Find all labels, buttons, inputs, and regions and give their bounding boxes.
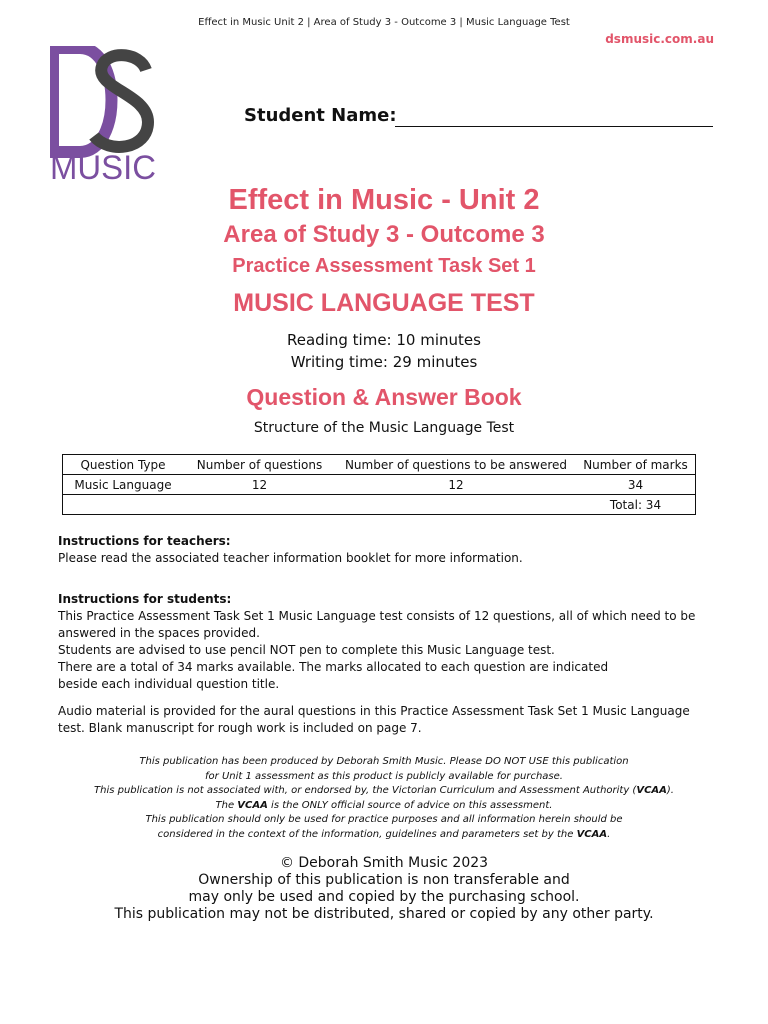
students-instructions [58, 608, 708, 693]
course-title: Effect in Music - Unit 2 [228, 184, 540, 216]
table-header: Number of questions [196, 457, 323, 472]
disclaimer [0, 755, 768, 842]
disclaimer-line [0, 828, 768, 843]
vcaa-bold: VCAA [237, 799, 268, 811]
area-title: Area of Study 3 - Outcome 3 [223, 221, 545, 248]
copyright-line: This publication may not be distributed, shared or copied by any other party. [114, 906, 654, 922]
disclaimer-text: ). [666, 785, 674, 796]
students-heading: Instructions for students: [58, 592, 232, 606]
copyright-line: © Deborah Smith Music 2023 [279, 855, 489, 871]
audio-note: Audio material is provided for the aural questions in this Practice Assessment Task Set 1 Music Language test. Blank manuscript for rough work is included on page 7. [58, 704, 690, 735]
disclaimer-line: This publication has been produced by Deborah Smith Music. Please DO NOT USE this publication [139, 756, 629, 767]
table-row [63, 475, 696, 495]
set-title: Practice Assessment Task Set 1 [232, 255, 536, 277]
table-cell: Music Language [74, 477, 172, 492]
table-total: Total: 34 [609, 497, 662, 512]
disclaimer-text: . [607, 828, 611, 840]
students-line: There are a total of 34 marks available. The marks allocated to each question are indicated [58, 660, 609, 674]
copyright-line: may only be used and copied by the purchasing school. [188, 889, 580, 905]
table-header: Number of questions to be answered [344, 457, 568, 472]
table-cell: 12 [251, 477, 268, 492]
copyright-line: Ownership of this publication is non transferable and [198, 872, 570, 888]
table-header: Question Type [80, 457, 166, 472]
site-link[interactable]: dsmusic.com.au [605, 32, 714, 46]
reading-time: Reading time: 10 minutes [287, 331, 481, 349]
vcaa-bold: VCAA [576, 828, 608, 840]
teachers-text: Please read the associated teacher information booklet for more information. [58, 551, 523, 565]
students-line: This Practice Assessment Task Set 1 Music Language test consists of 12 questions, all of which need to be answered in the spaces provided. [58, 609, 696, 640]
disclaimer-line [0, 784, 768, 799]
disclaimer-text: is the ONLY official source of advice on this assessment. [267, 799, 553, 811]
disclaimer-text: This publication is not associated with, or endorsed by, the Victorian Curriculum and Assessment Authority ( [94, 785, 637, 796]
disclaimer-text: The [215, 799, 238, 811]
disclaimer-line [0, 799, 768, 814]
table-cell: 34 [627, 477, 644, 492]
table-header: Number of marks [583, 457, 688, 472]
running-header: Effect in Music Unit 2 | Area of Study 3 - Outcome 3 | Music Language Test [198, 17, 570, 28]
book-title: Question & Answer Book [246, 384, 522, 410]
teachers-heading: Instructions for teachers: [58, 534, 231, 548]
writing-time: Writing time: 29 minutes [290, 353, 478, 371]
table-cell: 12 [448, 477, 464, 492]
student-name-field[interactable] [395, 126, 713, 127]
disclaimer-line: for Unit 1 assessment as this product is publicly available for purchase. [205, 770, 563, 782]
disclaimer-line: This publication should only be used for practice purposes and all information herein should be [145, 814, 623, 825]
structure-caption: Structure of the Music Language Test [253, 420, 515, 436]
structure-table [62, 454, 696, 515]
student-name-label: Student Name: [244, 105, 397, 126]
ds-music-logo [50, 46, 160, 184]
students-line: Students are advised to use pencil NOT pen to complete this Music Language test. [58, 643, 555, 657]
vcaa-bold: VCAA [636, 785, 667, 796]
copyright-block [0, 855, 768, 923]
disclaimer-text: considered in the context of the information, guidelines and parameters set by the [157, 828, 577, 840]
students-line: beside each individual question title. [58, 677, 280, 691]
logo-music-word: MUSIC [50, 149, 156, 184]
test-title: MUSIC LANGUAGE TEST [233, 289, 535, 317]
table-total-row [63, 495, 696, 515]
table-header-row [63, 455, 696, 475]
